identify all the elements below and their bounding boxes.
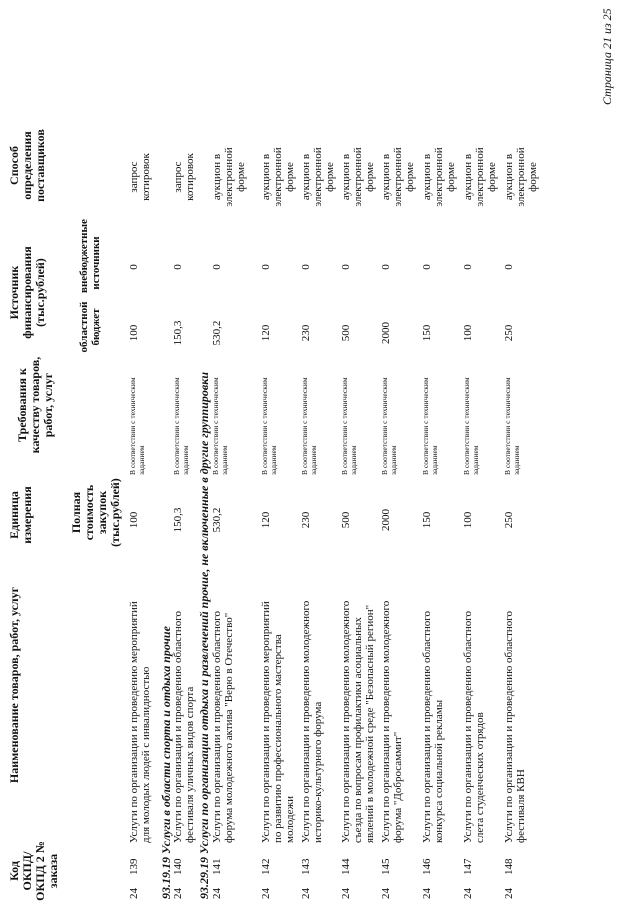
row-extra: 0: [380, 264, 392, 270]
row-number: 145: [380, 858, 392, 875]
row-method: аукцион в электронной форме: [211, 147, 247, 207]
row-name: Услуги по организации и проведению областного фестиваля уличных видов спорта: [172, 610, 196, 843]
row-extra: 0: [300, 264, 312, 270]
row-extra: 0: [260, 264, 272, 270]
row-requirements: В соответствии с техническим заданием: [172, 377, 190, 475]
row-budget: 100: [462, 324, 474, 342]
row-number: 148: [503, 858, 515, 875]
row-code: 24: [260, 888, 272, 899]
header-source: Источник финансирования (тыс.рублей): [7, 246, 47, 339]
row-code: 24: [503, 888, 515, 899]
row-requirements: В соответствии с техническим заданием: [128, 377, 146, 475]
row-extra: 0: [128, 264, 140, 270]
row-name: Услуги по организации и проведению областного слета студенческих отрядов: [462, 610, 486, 843]
row-cost: 250: [503, 511, 515, 529]
row-code: 24: [300, 888, 312, 899]
row-extra: 0: [340, 264, 352, 270]
row-extra: 0: [421, 264, 433, 270]
header-name: Наименование товаров, работ, услуг: [7, 586, 21, 784]
row-requirements: В соответствии с техническим заданием: [260, 377, 278, 475]
row-cost: 2000: [380, 509, 392, 531]
row-requirements: В соответствии с техническим заданием: [503, 377, 521, 475]
group-heading: 93.29.19 Услуги по организации отдыха и развлечений прочие, не включенные в другие группировки: [197, 371, 211, 899]
row-code: 24: [211, 888, 223, 899]
row-method: аукцион в электронной форме: [462, 147, 498, 207]
row-number: 143: [300, 858, 312, 875]
header-method: Способ определения поставщиков: [7, 129, 47, 202]
row-cost: 150: [421, 511, 433, 529]
row-method: запрос котировок: [128, 153, 152, 201]
header-unit: Единица измерения: [7, 486, 34, 544]
row-requirements: В соответствии с техническим заданием: [211, 377, 229, 475]
row-requirements: В соответствии с техническим заданием: [462, 377, 480, 475]
row-cost: 230: [300, 511, 312, 529]
row-requirements: В соответствии с техническим заданием: [380, 377, 398, 475]
row-name: Услуги по организации и проведению областного фестиваля КВН: [503, 610, 527, 843]
row-requirements: В соответствии с техническим заданием: [340, 377, 358, 475]
row-extra: 0: [172, 264, 184, 270]
row-cost: 100: [128, 511, 140, 529]
row-method: аукцион в электронной форме: [300, 147, 336, 207]
header-requirements: Требования к качеству товаров, работ, услуг: [15, 356, 55, 454]
row-number: 144: [340, 858, 352, 875]
row-requirements: В соответствии с техническим заданием: [421, 377, 439, 475]
header-code: Код ОКПД/ ОКПД 2 № заказа: [7, 841, 60, 901]
row-budget: 500: [340, 324, 352, 342]
row-budget: 2000: [380, 322, 392, 344]
page-number: Страница 21 из 25: [600, 8, 614, 105]
row-number: 140: [172, 858, 184, 875]
row-name: Услуги по организации и проведению областного конкурса социальной рекламы: [421, 610, 445, 843]
row-method: аукцион в электронной форме: [260, 147, 296, 207]
row-code: 24: [172, 888, 184, 899]
row-method: аукцион в электронной форме: [340, 147, 376, 207]
row-budget: 230: [300, 324, 312, 342]
row-budget: 250: [503, 324, 515, 342]
header-budget: областной бюджет: [78, 301, 102, 353]
row-cost: 100: [462, 511, 474, 529]
row-budget: 530,2: [211, 320, 223, 346]
row-code: 24: [128, 888, 140, 899]
row-cost: 150,3: [172, 507, 184, 533]
row-code: 24: [462, 888, 474, 899]
row-number: 146: [421, 858, 433, 875]
row-extra: 0: [503, 264, 515, 270]
row-code: 24: [340, 888, 352, 899]
row-budget: 100: [128, 324, 140, 342]
row-method: аукцион в электронной форме: [503, 147, 539, 207]
row-name: Услуги по организации и проведению молодежного съезда по вопросам профилактики асоциальных явлений в молодежной среде "Безопасный регион": [340, 600, 376, 843]
row-budget: 120: [260, 324, 272, 342]
group-heading: 93.19.19 Услуги в области спорта и отдыха прочие: [159, 626, 173, 899]
row-method: аукцион в электронной форме: [380, 147, 416, 207]
row-code: 24: [380, 888, 392, 899]
row-cost: 530,2: [211, 507, 223, 533]
header-extra: внебюджетные источники: [78, 219, 102, 293]
row-name: Услуги по организации и проведению областного форума молодежного актива "Верю в Отечество": [211, 610, 235, 843]
row-name: Услуги по организации и проведению молодежного форума "Добросаммит": [380, 600, 404, 843]
row-budget: 150: [421, 324, 433, 342]
row-name: Услуги по организации и проведению молодежного историко-культурного форума: [300, 600, 324, 843]
row-cost: 500: [340, 511, 352, 529]
row-name: Услуги по организации и проведению мероприятий для молодых людей с инвалидностью: [128, 601, 152, 843]
row-method: аукцион в электронной форме: [421, 147, 457, 207]
row-extra: 0: [211, 264, 223, 270]
row-code: 24: [421, 888, 433, 899]
row-extra: 0: [462, 264, 474, 270]
row-cost: 120: [260, 511, 272, 529]
header-cost: Полная стоимость закупок (тыс.рублей): [69, 478, 122, 547]
row-budget: 150,3: [172, 320, 184, 346]
row-number: 141: [211, 858, 223, 875]
row-name: Услуги по организации и проведению мероприятий по развитию профессионального мастерства молодежи: [260, 601, 296, 843]
row-number: 142: [260, 858, 272, 875]
row-number: 139: [128, 858, 140, 875]
row-method: запрос котировок: [172, 153, 196, 201]
row-number: 147: [462, 858, 474, 875]
row-requirements: В соответствии с техническим заданием: [300, 377, 318, 475]
